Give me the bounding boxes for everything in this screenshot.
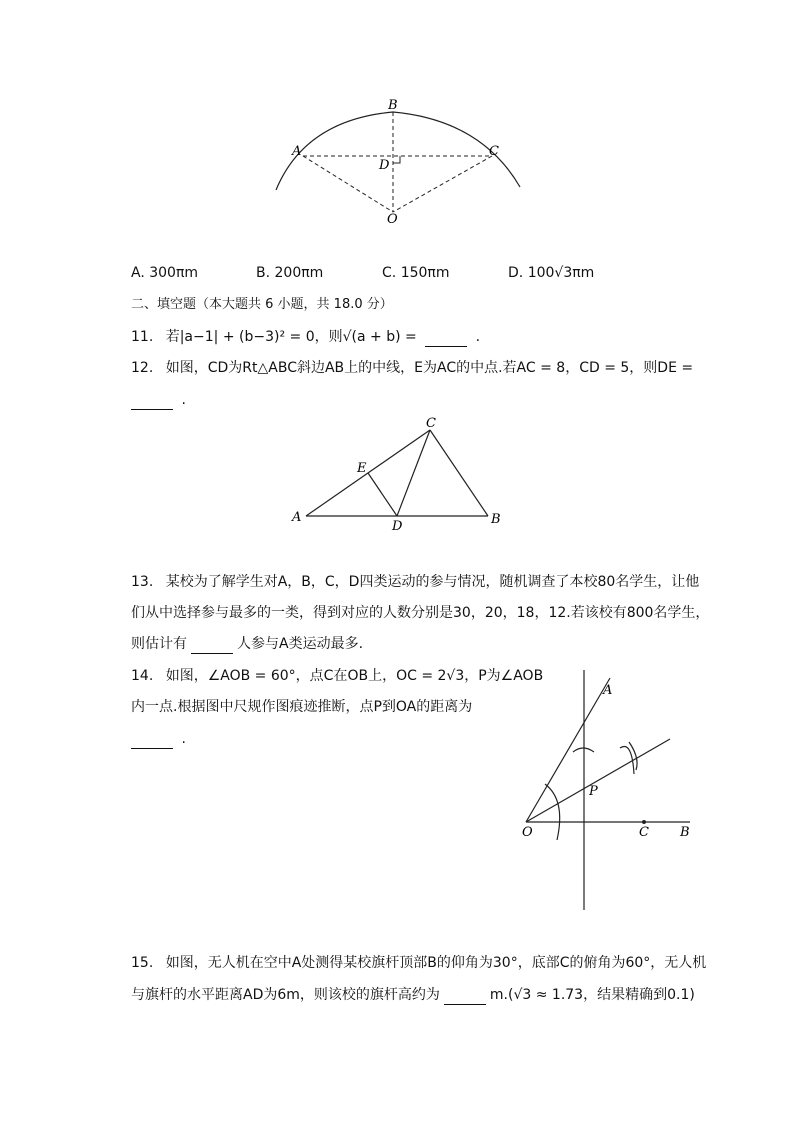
q11-answer-blank[interactable] <box>425 332 467 347</box>
arc-mark-3 <box>629 742 637 770</box>
q15-line2a: 与旗杆的水平距离AD为6m，则该校的旗杆高约为 <box>131 987 440 1003</box>
option-d-value: 100√3πm <box>527 265 595 281</box>
option-a[interactable] <box>131 265 198 281</box>
option-b[interactable] <box>256 265 323 281</box>
question-13 <box>131 572 699 592</box>
label-D: D <box>379 158 390 173</box>
q12-number: 12. <box>131 360 154 376</box>
question-11 <box>131 327 480 347</box>
q13-number: 13. <box>131 574 154 590</box>
label-B2: B <box>491 512 501 527</box>
q15-answer-blank[interactable] <box>444 990 486 1005</box>
label-O: O <box>387 212 398 227</box>
label-B3: B <box>680 825 690 840</box>
option-a-value: 300πm <box>149 265 199 281</box>
label-A: A <box>292 144 302 159</box>
q13-line3b: 人参与A类运动最多. <box>237 636 364 652</box>
option-a-letter: A. <box>131 265 145 281</box>
label-P: P <box>589 784 598 799</box>
option-d-letter: D. <box>508 265 524 281</box>
label-D2: D <box>392 519 403 534</box>
option-c-value: 150πm <box>400 265 450 281</box>
option-b-value: 200πm <box>274 265 324 281</box>
q14-answer-blank[interactable] <box>131 734 173 749</box>
q15-line2b: m.(√3 ≈ 1.73，结果精确到0.1) <box>489 987 695 1003</box>
arc-curve <box>276 112 520 190</box>
q14-answer-line <box>131 729 186 749</box>
segment-AO <box>303 156 393 212</box>
label-E: E <box>357 461 367 476</box>
q12-answer-blank[interactable] <box>131 395 173 410</box>
label-C2: C <box>426 416 436 431</box>
segment-CO <box>393 156 492 212</box>
q11-tail: . <box>475 329 481 345</box>
q12-tail: . <box>181 392 186 408</box>
section-title: 二、填空题（本大题共 6 小题，共 18.0 分） <box>131 297 393 312</box>
q15-line1: 如图，无人机在空中A处测得某校旗杆顶部B的仰角为30°，底部C的俯角为60°，无人机 <box>165 955 707 971</box>
segment-AC2 <box>306 430 430 516</box>
q15-number: 15. <box>131 955 154 971</box>
right-angle-mark <box>393 156 400 163</box>
label-O3: O <box>522 825 533 840</box>
label-C3: C <box>639 825 649 840</box>
q14-line2: 内一点.根据图中尺规作图痕迹推断，点P到OA的距离为 <box>131 699 473 715</box>
question-15 <box>131 953 706 973</box>
q15-line2 <box>131 985 695 1005</box>
q14-line1: 如图，∠AOB = 60°，点C在OB上，OC = 2√3，P为∠AOB <box>165 668 544 684</box>
segment-ED <box>368 473 397 516</box>
label-A3: A <box>603 683 613 698</box>
q13-line3a: 则估计有 <box>131 636 187 652</box>
arc-mark-2 <box>620 746 634 774</box>
label-B: B <box>388 98 398 113</box>
q13-answer-blank[interactable] <box>191 639 233 654</box>
arc-at-O <box>545 784 560 840</box>
option-b-letter: B. <box>256 265 271 281</box>
q13-line3 <box>131 634 363 654</box>
segment-CB <box>430 430 488 516</box>
q14-tail: . <box>181 731 186 747</box>
point-C <box>642 820 646 824</box>
bisector-ray <box>526 739 670 822</box>
q13-line2: 们从中选择参与最多的一类，得到对应的人数分别是30，20，18，12.若该校有800名学生， <box>131 605 710 621</box>
question-14 <box>131 666 543 686</box>
option-d[interactable] <box>508 265 594 281</box>
option-c[interactable] <box>382 265 449 281</box>
segment-CD <box>397 430 430 516</box>
q14-number: 14. <box>131 668 154 684</box>
label-C: C <box>489 144 499 159</box>
q11-text: 若|a−1| + (b−3)² = 0，则√(a + b) = <box>165 329 417 345</box>
q12-text: 如图，CD为Rt△ABC斜边AB上的中线，E为AC的中点.若AC = 8，CD = 5，则DE = <box>165 360 694 376</box>
label-A2: A <box>292 510 302 525</box>
q11-number: 11. <box>131 329 154 345</box>
question-12 <box>131 358 693 378</box>
q12-answer-line <box>131 390 186 410</box>
q13-line1: 某校为了解学生对A，B，C，D四类运动的参与情况，随机调查了本校80名学生，让他 <box>165 574 700 590</box>
option-c-letter: C. <box>382 265 397 281</box>
ray-OA <box>526 678 613 822</box>
arc-mark-1 <box>573 748 594 752</box>
